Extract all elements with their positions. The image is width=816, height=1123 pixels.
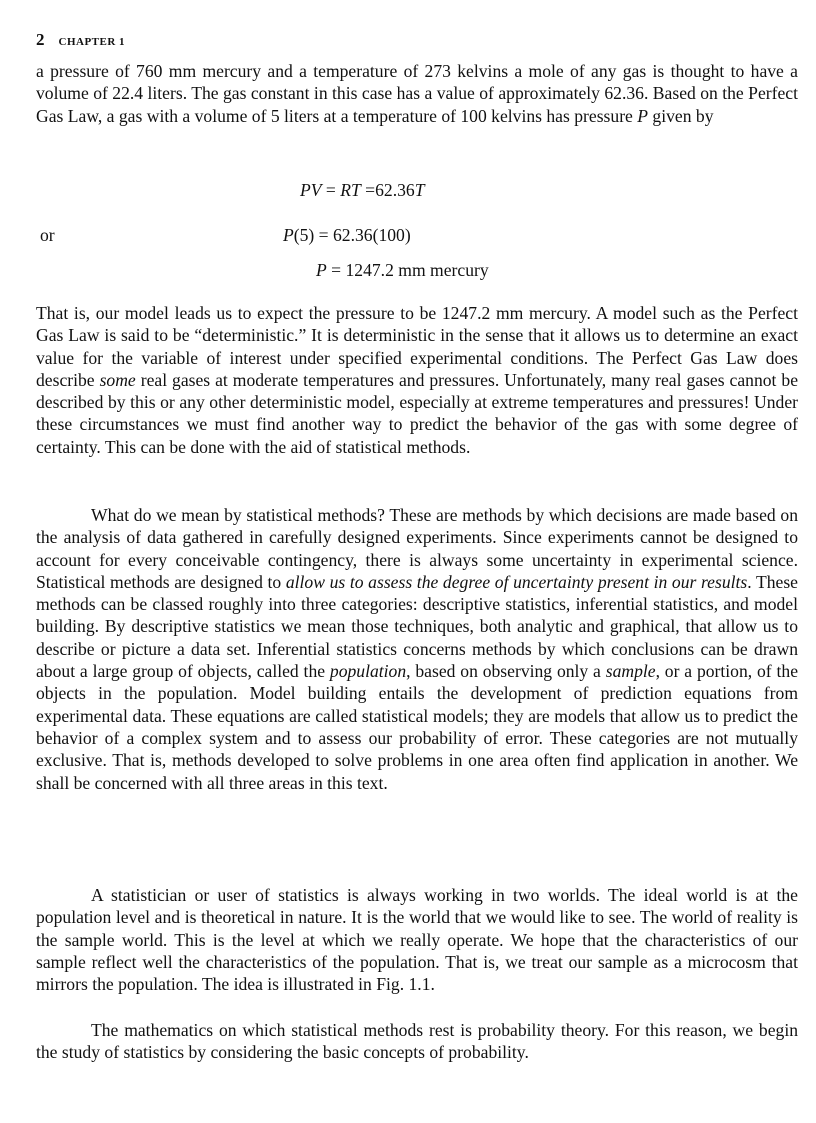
intro-text-1: a pressure of 760 mm mercury and a temperature of 273 kelvins a mole of any gas is thought to have a volume of 22.4 liters. The gas constant in this case has a value of approximately 62.36. Based on the Perfect Gas Law, a gas with a volume of 5 liters at a temperature of 100 kelvins has pressure	[36, 61, 798, 126]
eq1-rhs-var2: T	[414, 180, 425, 200]
intro-variable: P	[637, 105, 649, 126]
eq2-lhs-var: P	[283, 225, 294, 245]
eq3-rhs: 1247.2 mm mercury	[345, 260, 489, 280]
para1-text-1: That is, our model leads us to expect the pressure to be 1247.2 mm mercury. A model such as the Perfect Gas Law is said to be “deterministic.” It is deterministic in the sense that it allows us to determine an exact value for the variable of interest under specified experimental conditions. The Perfect Gas Law does describe	[36, 303, 798, 390]
para2-emphasis-2: population	[329, 661, 407, 682]
or-label: or	[40, 225, 55, 245]
running-header	[36, 30, 125, 50]
eq1-equals: =	[321, 180, 341, 200]
paragraph-probability: The mathematics on which statistical methods rest is probability theory. For this reason, we begin the study of statistics by considering the basic concepts of probability.	[36, 1020, 798, 1063]
equation-2	[283, 225, 411, 246]
eq1-rhs-var: RT	[340, 180, 361, 200]
para2-text-4: , or a portion, of the objects in the population. Model building entails the development of prediction equations from experimental data. These equations are called statistical models; they are models that allow us to predict the behavior of a complex system and to assess our probability of error. These categories are not mutually exclusive. That is, methods developed to solve problems in one area often find application in another. We shall be concerned with all three areas in this text.	[36, 661, 798, 793]
para1-emphasis: some	[99, 369, 136, 390]
equation-1	[300, 180, 425, 201]
eq1-rhs-rest: =62.36	[360, 180, 415, 200]
eq1-lhs: PV	[300, 180, 322, 200]
para2-text-2: . These methods can be classed roughly into three categories: descriptive statistics, inferential statistics, and model building. By descriptive statistics we mean those techniques, both analytic and graphical, that allow us to describe or picture a data set. Inferential statistics concerns methods by which conclusions can be drawn about a large group of objects, called the	[36, 571, 798, 682]
eq3-equals: =	[326, 260, 346, 280]
eq2-equals: =	[314, 225, 333, 245]
equation-3	[316, 260, 489, 281]
eq2-rhs: 62.36(100)	[333, 225, 411, 245]
eq3-lhs-var: P	[316, 260, 327, 280]
intro-paragraph	[36, 60, 798, 127]
para2-text-3: , based on observing only a	[406, 661, 606, 682]
chapter-label: CHAPTER 1	[58, 36, 126, 48]
para1-text-2: real gases at moderate temperatures and pressures. Unfortunately, many real gases cannot be described by this or any other deterministic model, especially at extreme temperatures and pressures! Under these circumstances we must find another way to predict the behavior of the gas with some degree of certainty. This can be done with the aid of statistical methods.	[36, 369, 798, 457]
eq2-lhs-rest: (5)	[293, 225, 315, 245]
para2-emphasis-3: sample	[605, 661, 656, 682]
intro-text-2: given by	[648, 105, 714, 126]
paragraph-statistical-methods	[36, 504, 798, 794]
paragraph-deterministic	[36, 302, 798, 458]
page-number: 2	[36, 30, 45, 49]
paragraph-two-worlds: A statistician or user of statistics is always working in two worlds. The ideal world is at the population level and is theoretical in nature. It is the world that we would like to see. The world of reality is the sample world. This is the level at which we really operate. We hope that the characteristics of our sample reflect well the characteristics of the population. That is, we treat our sample as a microcosm that mirrors the population. The idea is illustrated in Fig. 1.1.	[36, 885, 798, 995]
para2-text-1: What do we mean by statistical methods? These are methods by which decisions are made based on the analysis of data gathered in carefully designed experiments. Since experiments cannot be designed to account for every conceivable contingency, there is always some uncertainty in experimental science. Statistical methods are designed to	[36, 505, 798, 592]
para2-emphasis-1: allow us to assess the degree of uncertainty present in our results	[285, 571, 748, 592]
